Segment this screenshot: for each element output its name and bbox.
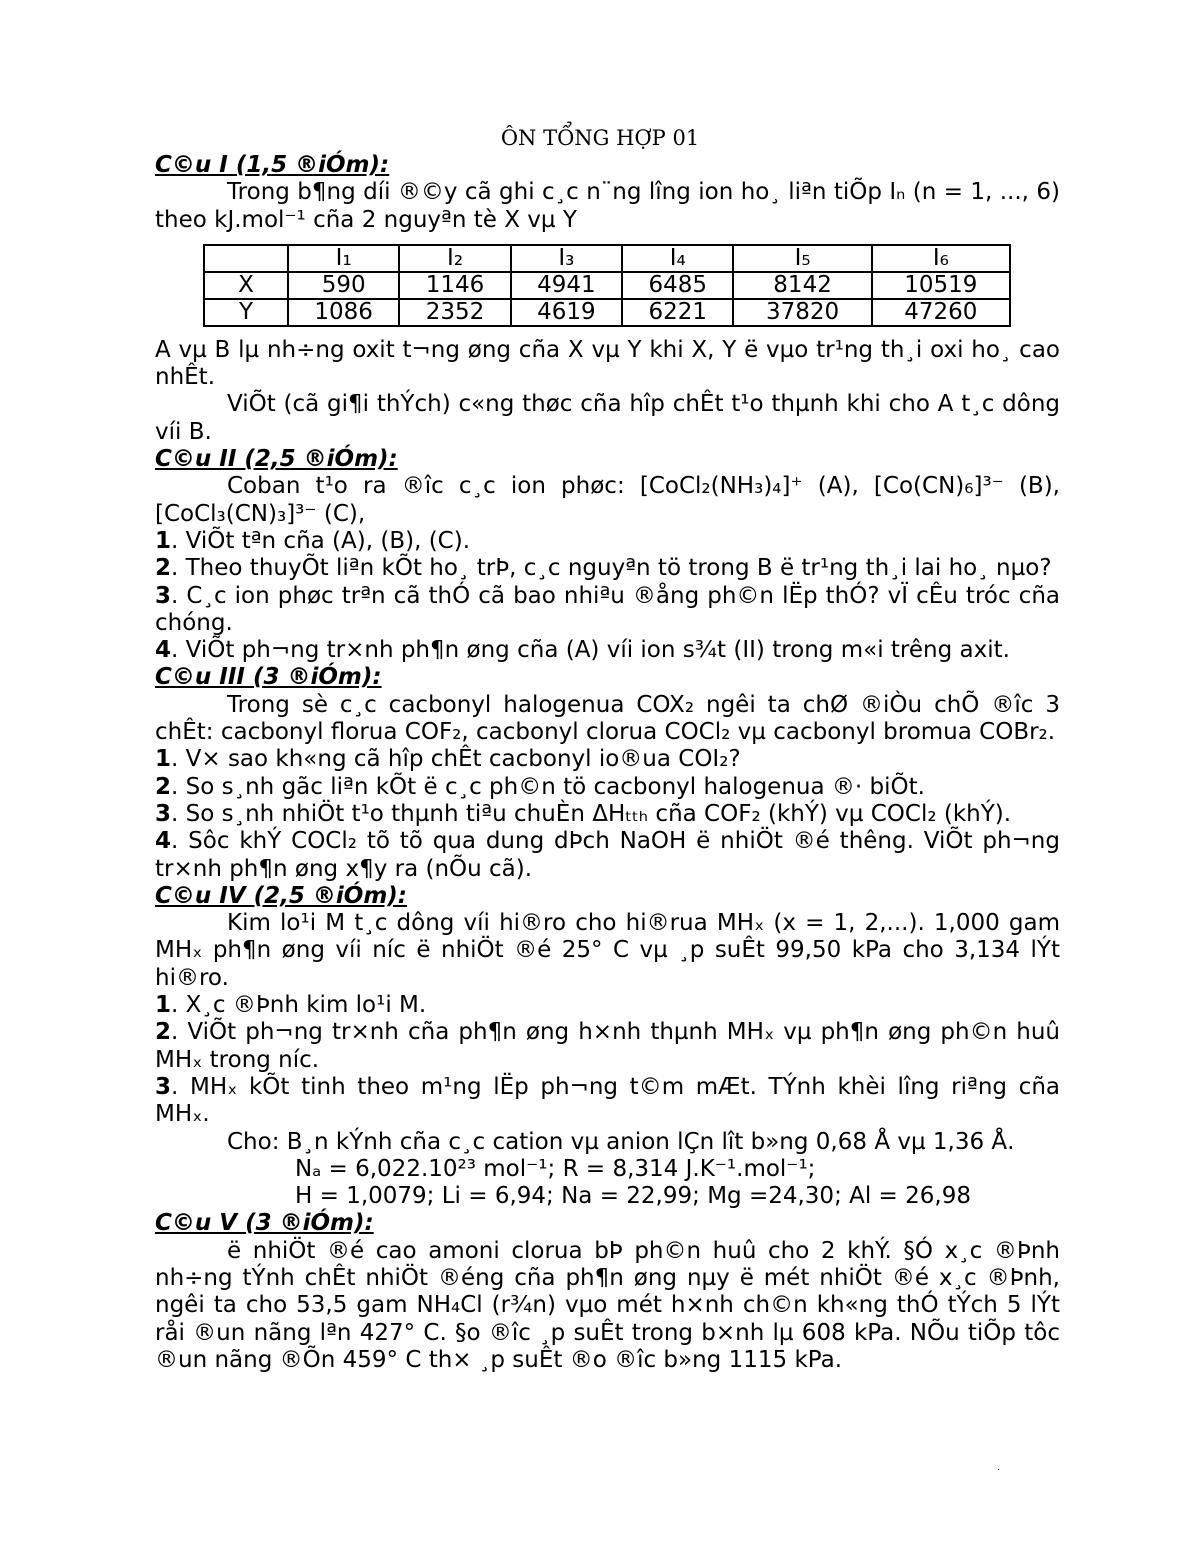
table-header-cell: I₁ bbox=[288, 245, 399, 272]
q4-given: H = 1,0079; Li = 6,94; Na = 22,99; Mg =24,30; Al = 26,98 bbox=[295, 1183, 971, 1210]
document-body bbox=[155, 152, 1060, 1374]
table-cell: 2352 bbox=[399, 299, 510, 326]
document-title: ÔN TỔNG HỢP 01 bbox=[500, 126, 700, 150]
item-text: . Theo thuyÕt liªn kÕt ho¸ trÞ, c¸c nguyªn tö trong B ë tr¹ng th¸i lai ho¸ nµo? bbox=[171, 555, 1052, 582]
table-cell: 6485 bbox=[622, 272, 733, 299]
q4-given: Nₐ = 6,022.10²³ mol⁻¹; R = 8,314 J.K⁻¹.mol⁻¹; bbox=[295, 1155, 816, 1182]
item-text: . ViÕt ph¬ng tr×nh ph¶n øng cña (A) víi ion s¾t (II) trong m«i trêng axit. bbox=[171, 637, 1010, 664]
table-cell: 1146 bbox=[399, 272, 510, 299]
q2-item bbox=[155, 637, 1060, 664]
table-cell: 47260 bbox=[872, 299, 1010, 326]
item-text: . So s¸nh gãc liªn kÕt ë c¸c ph©n tö cacbonyl halogenua ®· biÕt. bbox=[171, 773, 925, 800]
table-header-cell: I₄ bbox=[622, 245, 733, 272]
q2-intro: Coban t¹o ra ®îc c¸c ion phøc: [CoCl₂(NH₃)₄]⁺ (A), [Co(CN)₆]³⁻ (B), [CoCl₃(CN)₃]³⁻ (C), bbox=[155, 473, 1060, 527]
table-cell: 6221 bbox=[622, 299, 733, 326]
q1-intro: Trong b¶ng díi ®©y cã ghi c¸c n¨ng lîng ion ho¸ liªn tiÕp Iₙ (n = 1, ..., 6) theo kJ.mol⁻¹ cña 2 nguyªn tè X vµ Y bbox=[155, 179, 1060, 233]
q2-item bbox=[155, 555, 1060, 582]
item-number: 4 bbox=[155, 637, 172, 664]
q3-heading: C©u III (3 ®iÓm): bbox=[155, 664, 382, 691]
q4-item bbox=[155, 1074, 1060, 1129]
table-cell: X bbox=[204, 272, 288, 299]
table-header-cell: I₅ bbox=[733, 245, 871, 272]
table-header-cell bbox=[204, 245, 288, 272]
item-number: 2 bbox=[155, 1019, 172, 1046]
q3-item bbox=[155, 774, 1060, 801]
item-text: . C¸c ion phøc trªn cã thÓ cã bao nhiªu ®ång ph©n lËp thÓ? vÏ cÊu tróc cña chóng. bbox=[155, 582, 1060, 636]
ionization-energy-table bbox=[203, 244, 1011, 327]
q3-item bbox=[155, 801, 1060, 828]
q3-item bbox=[155, 746, 1060, 773]
item-number: 4 bbox=[155, 828, 172, 855]
item-number: 3 bbox=[155, 582, 172, 609]
item-number: 2 bbox=[155, 555, 172, 582]
q2-item bbox=[155, 528, 1060, 555]
table-cell: 4941 bbox=[511, 272, 622, 299]
table-header-row bbox=[204, 245, 1010, 272]
item-number: 1 bbox=[155, 992, 172, 1019]
table-header-cell: I₂ bbox=[399, 245, 510, 272]
q1-paragraph: A vµ B lµ nh÷ng oxit t¬ng øng cña X vµ Y khi X, Y ë vµo tr¹ng th¸i oxi ho¸ cao nhÊt. bbox=[155, 336, 1060, 391]
table-header-cell: I₆ bbox=[872, 245, 1010, 272]
q4-item bbox=[155, 1019, 1060, 1074]
q3-intro: Trong sè c¸c cacbonyl halogenua COX₂ ngêi ta chØ ®iÒu chÕ ®îc 3 chÊt: cacbonyl florua COF₂, cacbonyl clorua COCl₂ vµ cacbonyl bromua COBr₂. bbox=[155, 691, 1060, 746]
footer-mark: . bbox=[997, 1462, 1001, 1473]
item-text: . V× sao kh«ng cã hîp chÊt cacbonyl io®ua COI₂? bbox=[171, 746, 741, 773]
item-number: 1 bbox=[155, 527, 172, 554]
table-cell: 8142 bbox=[733, 272, 871, 299]
item-text: . MHₓ kÕt tinh theo m¹ng lËp ph¬ng t©m mÆt. TÝnh khèi lîng riªng cña MHₓ. bbox=[155, 1073, 1060, 1128]
q1-heading: C©u I (1,5 ®iÓm): bbox=[155, 152, 390, 178]
q5-heading: C©u V (3 ®iÓm): bbox=[155, 1210, 374, 1237]
q4-given: Cho: B¸n kÝnh cña c¸c cation vµ anion lÇn lît b»ng 0,68 Å vµ 1,36 Å. bbox=[227, 1128, 1015, 1155]
item-text: . X¸c ®Þnh kim lo¹i M. bbox=[171, 992, 427, 1019]
table-cell: 1086 bbox=[288, 299, 399, 326]
q2-heading: C©u II (2,5 ®iÓm): bbox=[155, 446, 398, 473]
q4-item bbox=[155, 992, 1060, 1019]
item-text: . So s¸nh nhiÖt t¹o thµnh tiªu chuÈn ΔHₜₜₕ cña COF₂ (khÝ) vµ COCl₂ (khÝ). bbox=[171, 800, 1012, 827]
q4-heading: C©u IV (2,5 ®iÓm): bbox=[155, 882, 408, 909]
item-text: . ViÕt ph¬ng tr×nh cña ph¶n øng h×nh thµnh MHₓ vµ ph¶n øng ph©n huû MHₓ trong níc. bbox=[155, 1019, 1060, 1073]
table-cell: 4619 bbox=[511, 299, 622, 326]
item-text: . Sôc khÝ COCl₂ tõ tõ qua dung dÞch NaOH ë nhiÖt ®é thêng. ViÕt ph¬ng tr×nh ph¶n øng x¶y ra (nÕu cã). bbox=[155, 828, 1060, 882]
table-header-cell: I₃ bbox=[511, 245, 622, 272]
table-cell: Y bbox=[204, 299, 288, 326]
item-number: 3 bbox=[155, 800, 172, 827]
q3-item bbox=[155, 828, 1060, 883]
q4-intro: Kim lo¹i M t¸c dông víi hi®ro cho hi®rua MHₓ (x = 1, 2,...). 1,000 gam MHₓ ph¶n øng víi níc ë nhiÖt ®é 25° C vµ ¸p suÊt 99,50 kPa cho 3,134 lÝt hi®ro. bbox=[155, 910, 1060, 991]
item-number: 1 bbox=[155, 746, 172, 773]
table-cell: 590 bbox=[288, 272, 399, 299]
item-number: 3 bbox=[155, 1073, 172, 1100]
item-number: 2 bbox=[155, 773, 172, 800]
item-text: . ViÕt tªn cña (A), (B), (C). bbox=[171, 527, 471, 554]
table-cell: 10519 bbox=[872, 272, 1010, 299]
table-cell: 37820 bbox=[733, 299, 871, 326]
q2-item bbox=[155, 583, 1060, 638]
q1-paragraph: ViÕt (cã gi¶i thÝch) c«ng thøc cña hîp chÊt t¹o thµnh khi cho A t¸c dông víi B. bbox=[155, 391, 1060, 445]
table-row bbox=[204, 272, 1010, 299]
table-row bbox=[204, 299, 1010, 326]
q5-paragraph: ë nhiÖt ®é cao amoni clorua bÞ ph©n huû cho 2 khÝ. §Ó x¸c ®Þnh nh÷ng tÝnh chÊt nhiÖt ®éng cña ph¶n øng nµy ë mét nhiÖt ®é x¸c ®Þnh, ngêi ta cho 53,5 gam NH₄Cl (r¾n) vµo mét h×nh ch©n kh«ng thÓ tÝch 5 lÝt råi ®un nãng lªn 427° C. §o ®îc ¸p suÊt trong b×nh lµ 608 kPa. NÕu tiÕp tôc ®un nãng ®Õn 459° C th× ¸p suÊt ®o ®îc b»ng 1115 kPa. bbox=[155, 1237, 1060, 1373]
